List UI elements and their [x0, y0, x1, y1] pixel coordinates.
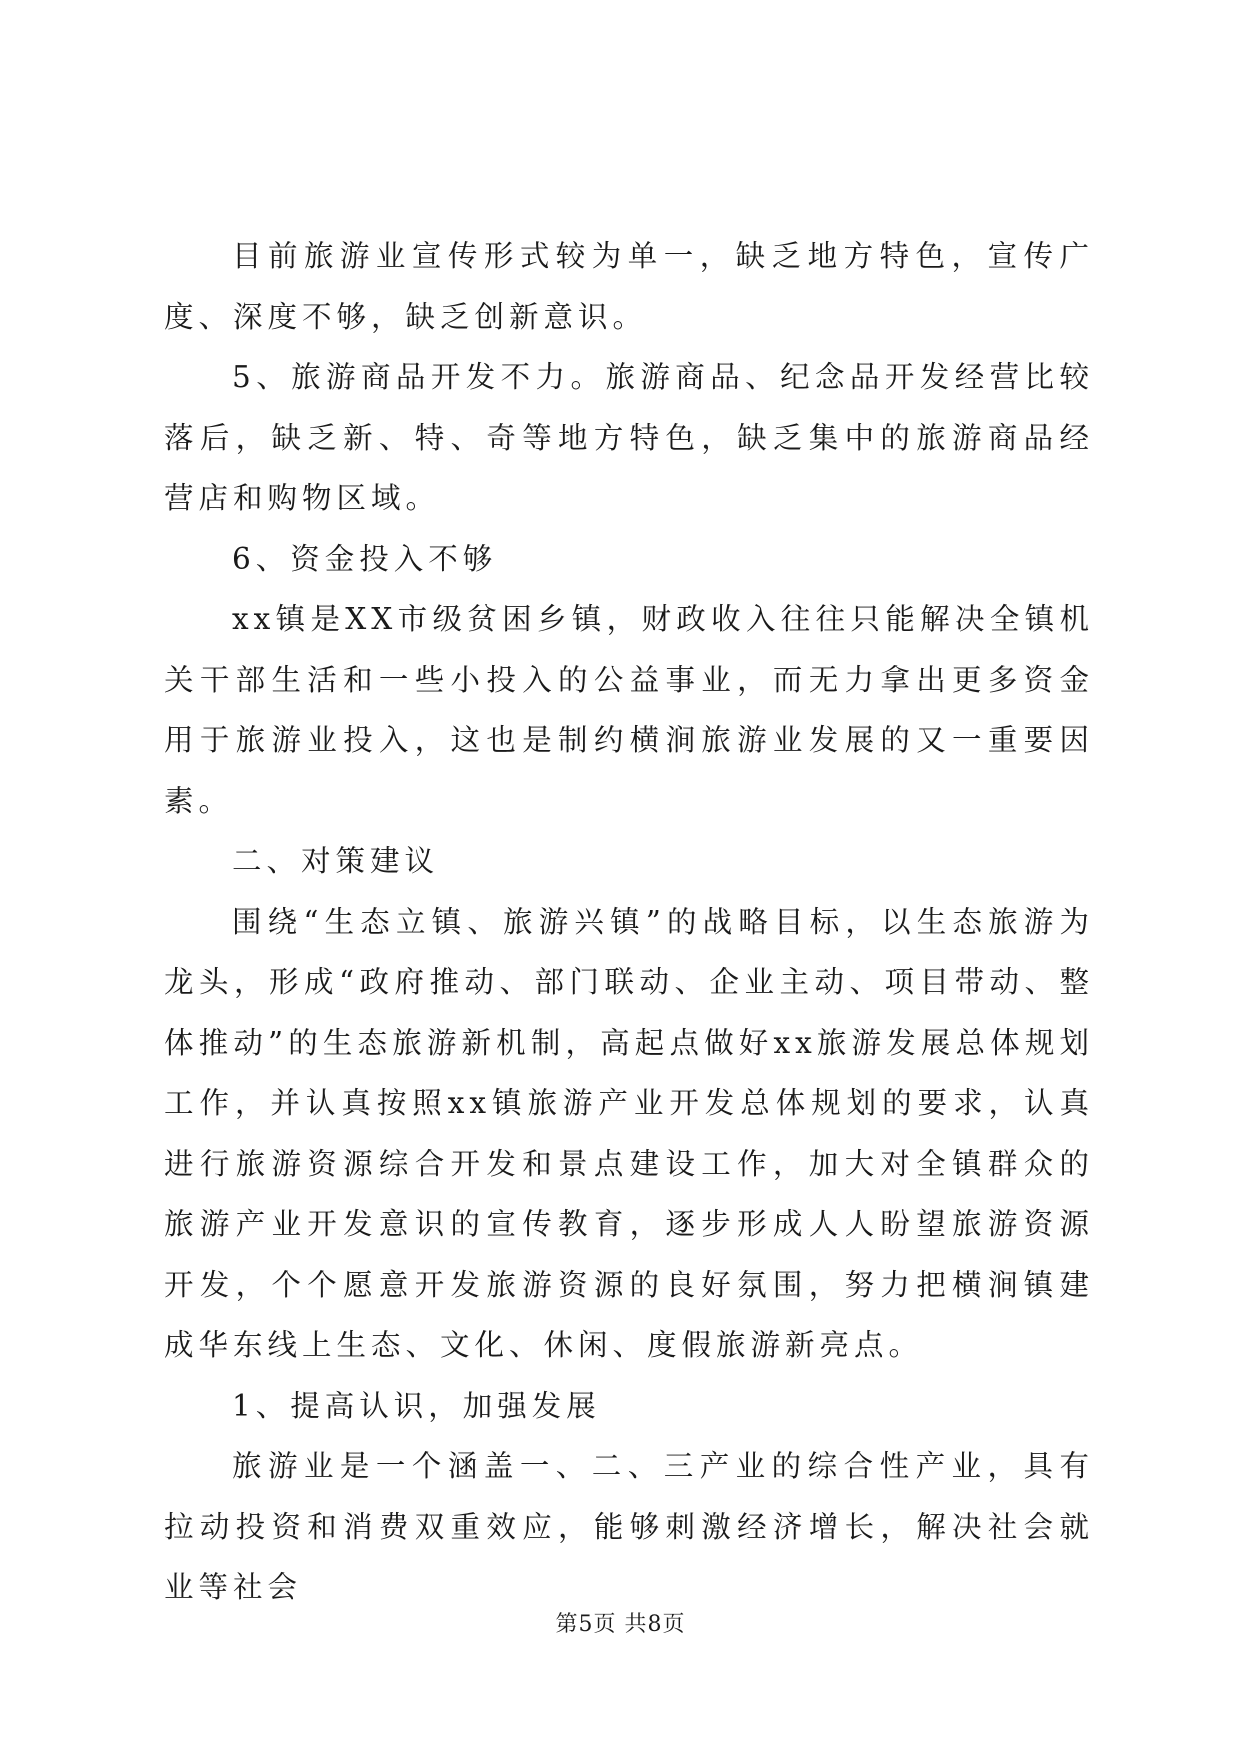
section-heading: 1、提高认识，加强发展 — [232, 1388, 601, 1423]
paragraph: 围绕“生态立镇、旅游兴镇”的战略目标，以生态旅游为龙头，形成“政府推动、部门联动、企业主动、项目带动、整体推动”的生态旅游新机制，高起点做好xx旅游发展总体规划工作，并认真按照xx镇旅游产业开发总体规划的要求，认真进行旅游资源综合开发和景点建设工作，加大对全镇群众的旅游产业开发意识的宣传教育，逐步形成人人盼望旅游资源开发，个个愿意开发旅游资源的良好氛围，努力把横涧镇建成华东线上生态、文化、休闲、度假旅游新亮点。 — [164, 904, 1094, 1362]
paragraph: xx镇是XX市级贫困乡镇，财政收入往往只能解决全镇机关干部生活和一些小投入的公益事业，而无力拿出更多资金用于旅游业投入，这也是制约横涧旅游业发展的又一重要因素。 — [164, 602, 1094, 818]
section-heading: 6、资金投入不够 — [232, 541, 498, 576]
page-footer: 第5页 共8页 — [555, 1612, 686, 1637]
document-body — [164, 226, 1094, 1618]
paragraph: 5、旅游商品开发不力。旅游商品、纪念品开发经营比较落后，缺乏新、特、奇等地方特色，缺乏集中的旅游商品经营店和购物区域。 — [164, 360, 1094, 515]
paragraph: 目前旅游业宣传形式较为单一，缺乏地方特色，宣传广度、深度不够，缺乏创新意识。 — [164, 239, 1094, 334]
section-heading: 二、对策建议 — [232, 844, 440, 878]
paragraph: 旅游业是一个涵盖一、二、三产业的综合性产业，具有拉动投资和消费双重效应，能够刺激经济增长，解决社会就业等社会 — [164, 1449, 1094, 1604]
